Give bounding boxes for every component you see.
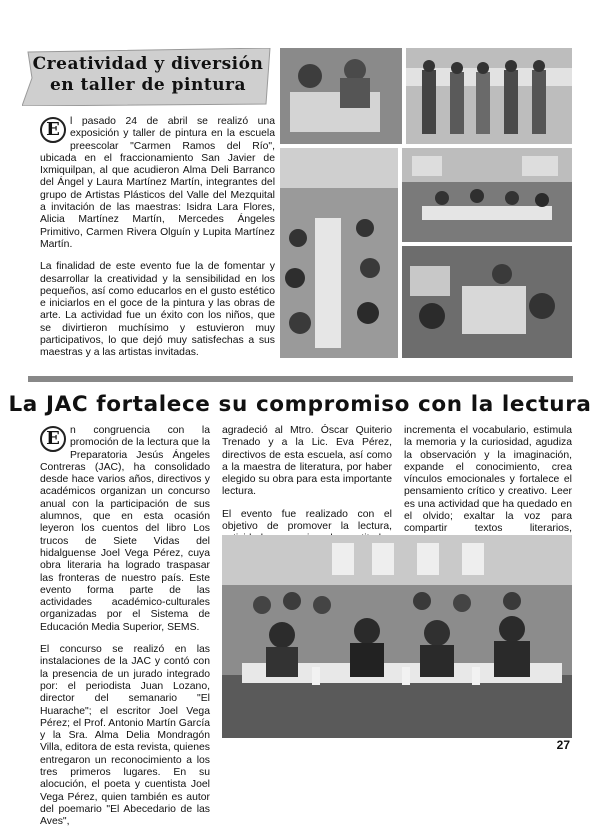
article2-paragraph-4: El evento fue realizado con el objetivo de promover la lectura, [222, 508, 392, 533]
article2-headline: La JAC fortalece su compromiso con la lectura [8, 392, 592, 417]
article-title [22, 54, 274, 96]
dropcap-letter: E [40, 426, 66, 452]
photo-graphic [402, 148, 572, 242]
article1-paragraph-2: La finalidad de este evento fue la de fomentar y desarrollar la creatividad y la sensibilidad en los pequeños, así como educarlos en el gusto estético e iniciarlos en el goce de la pintura y las obras de arte. La actividad fue un éxito con los niños, que se divirtieron muchísimo y estuvieron muy participativos, lo que dejó muy satisfechas a sus maestras y a las artistas invitadas. [40, 261, 275, 359]
article-title-line-1: Creatividad y diversión [32, 54, 264, 74]
article1-paragraph-1-text: l pasado 24 de abril se realizó una exposición y taller de pintura en la escuela preescolar "Carmen Ramos del Río", ubicada en el fraccionamiento San Javier de Ixmiquilpan, al que acudieron Alma Deli Barranco del Ángel y Laura Martínez Martín, integrantes del grupo de Artistas Plásticos del Valle del Mezquital a invitación de las maestras: Isidra Lara Flores, Alicia Martínez Martín, Mercedes Ángeles Primitivo, Carmen Rivera Olguín y Lupita Martínez Martín. [40, 116, 275, 250]
article1-body [40, 116, 275, 370]
article-banner [22, 48, 274, 106]
photo-children-painting-1 [280, 48, 402, 144]
article2-paragraph-5: incrementa el vocabulario, estimula la memoria y la curiosidad, agudiza la observación y la imaginación, expande el conocimiento, crea vínculos emocionales y fortalece el pensamiento crítico y creativo. Leer es una actividad que ha quedado en el olvido; exaltar la voz para compartir textos literarios, [404, 425, 572, 535]
photo-graphic [280, 148, 398, 358]
article2-paragraph-1 [40, 425, 210, 634]
photo-classroom-wide [402, 148, 572, 242]
photo-graphic [402, 246, 572, 358]
article2-paragraph-3: agradeció al Mtro. Óscar Quiterio Trenado y a la Lic. Eva Pérez, directivos de esta escuela, así como a la maestra de literatura, por haber elegido su obra para esta importante lectura. [222, 425, 392, 498]
article-title-line-2: en taller de pintura [49, 75, 247, 95]
photo-classroom-tables [280, 148, 398, 358]
photo-graphic [222, 535, 572, 738]
photo-teachers-group [406, 48, 572, 144]
photo-jury-panel [222, 535, 572, 738]
photo-graphic [280, 48, 402, 144]
article1-paragraph-1 [40, 116, 275, 251]
photo-children-with-paintings [402, 246, 572, 358]
page-number: 27 [556, 738, 570, 752]
section-divider [28, 376, 573, 382]
article2-column-1 [40, 425, 210, 839]
article2-paragraph-2: El concurso se realizó en las instalaciones de la JAC y contó con la presencia de un jurado integrado por: el periodista Juan Lozano, director del semanario "El Huarache"; el escritor Joel Vega Pérez; el Prof. Antonio Martín García y la Sra. Alma Delia Mondragón Villa, editora de esta revista, quienes entregaron un reconocimiento a los tres primeros lugares. En su alocución, el poeta y cuentista Joel Vega Pérez, quien también es autor del poemario "El Abecedario de las Aves", [40, 644, 210, 828]
dropcap-letter: E [40, 117, 66, 143]
photo-graphic [406, 48, 572, 144]
article2-paragraph-1-text: n congruencia con la promoción de la lectura que la Preparatoria Jesús Ángeles Contreras (JAC), ha consolidado desde hace varios años, directivos y académicos organizan un concurso anual con la participación de sus alumnos, que en esta ocasión leyeron los cuentos del libro Los trucos de Siete Vidas del hidalguense Joel Vega Pérez, cuya obra literaria ha logrado traspasar las fronteras de nuestro país. Este evento forma parte de las actividades académico-culturales organizadas por el Sistema de Educación Media Superior, SEMS. [40, 425, 210, 633]
